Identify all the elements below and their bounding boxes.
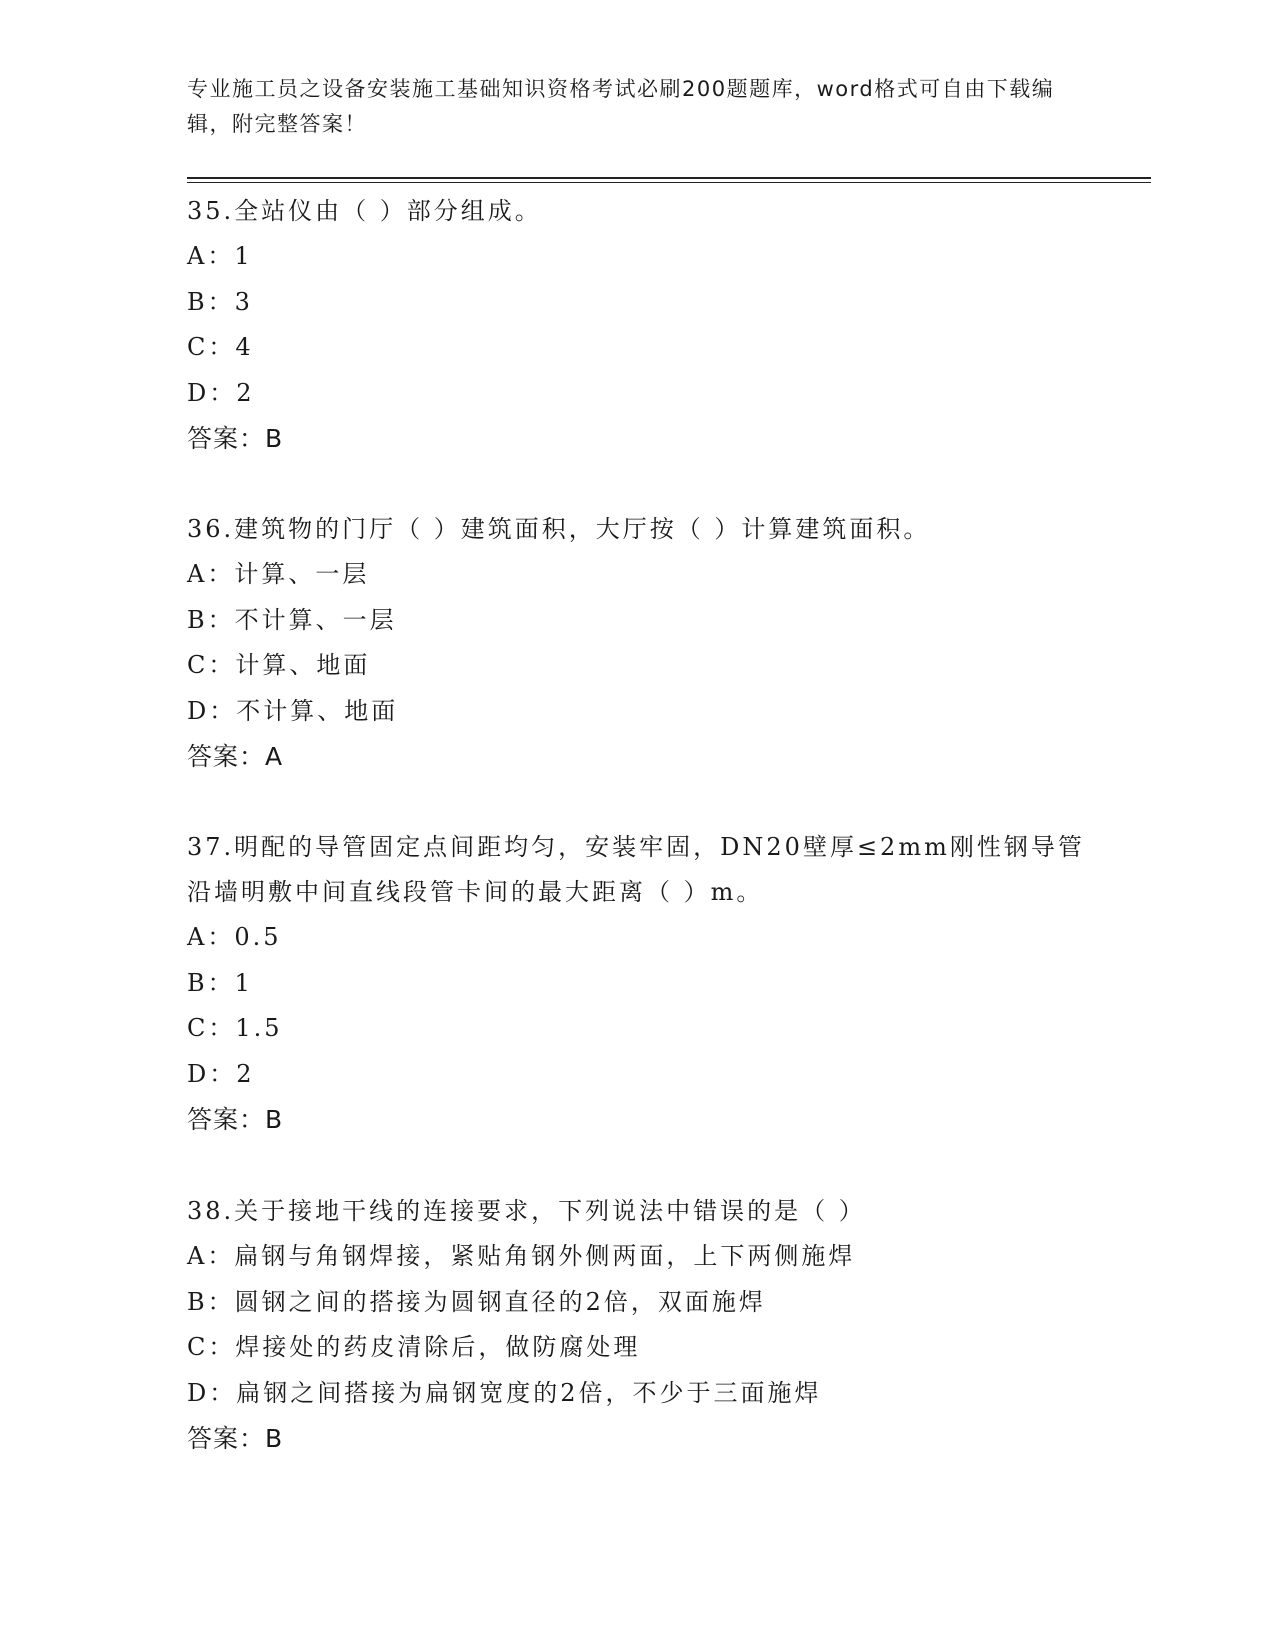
option-a: A：计算、一层 bbox=[187, 560, 370, 588]
answer: 答案：A bbox=[187, 742, 284, 771]
option-c: C：计算、地面 bbox=[187, 651, 371, 679]
option-c: C：4 bbox=[187, 333, 254, 361]
option-d: D：2 bbox=[187, 378, 255, 407]
question-36 bbox=[187, 507, 1087, 779]
option-d: D：扁钢之间搭接为扁钢宽度的2倍，不少于三面施焊 bbox=[187, 1378, 822, 1407]
answer: 答案：B bbox=[187, 424, 284, 453]
option-c: C：1.5 bbox=[187, 1014, 283, 1042]
option-b: B：圆钢之间的搭接为圆钢直径的2倍，双面施焊 bbox=[187, 1287, 766, 1316]
document-header: 专业施工员之设备安装施工基础知识资格考试必刷200题题库，word格式可自由下载编辑，附完整答案！ bbox=[187, 77, 1055, 136]
question-text: 38.关于接地干线的连接要求，下列说法中错误的是（ ） bbox=[187, 1197, 866, 1225]
question-text: 37.明配的导管固定点间距均匀，安装牢固，DN20壁厚≤2mm刚性钢导管沿墙明敷中间直线段管卡间的最大距离（ ）m。 bbox=[187, 833, 1085, 906]
option-c: C：焊接处的药皮清除后，做防腐处理 bbox=[187, 1333, 641, 1361]
answer: 答案：B bbox=[187, 1105, 284, 1134]
option-d: D：不计算、地面 bbox=[187, 696, 399, 725]
question-38 bbox=[187, 1189, 1087, 1461]
option-d: D：2 bbox=[187, 1059, 255, 1088]
question-35 bbox=[187, 189, 1087, 461]
header-divider-thick bbox=[187, 177, 1151, 179]
header-divider-thin bbox=[187, 182, 1151, 183]
option-a: A：扁钢与角钢焊接，紧贴角钢外侧两面，上下两侧施焊 bbox=[187, 1242, 856, 1270]
answer: 答案：B bbox=[187, 1424, 284, 1453]
option-b: B：1 bbox=[187, 968, 253, 997]
option-a: A：0.5 bbox=[187, 923, 282, 951]
option-b: B：3 bbox=[187, 287, 253, 316]
question-text: 35.全站仪由（ ）部分组成。 bbox=[187, 197, 542, 225]
option-b: B：不计算、一层 bbox=[187, 605, 397, 634]
option-a: A：1 bbox=[187, 242, 253, 270]
question-text: 36.建筑物的门厅（ ）建筑面积，大厅按（ ）计算建筑面积。 bbox=[187, 515, 931, 543]
question-37 bbox=[187, 825, 1087, 1142]
